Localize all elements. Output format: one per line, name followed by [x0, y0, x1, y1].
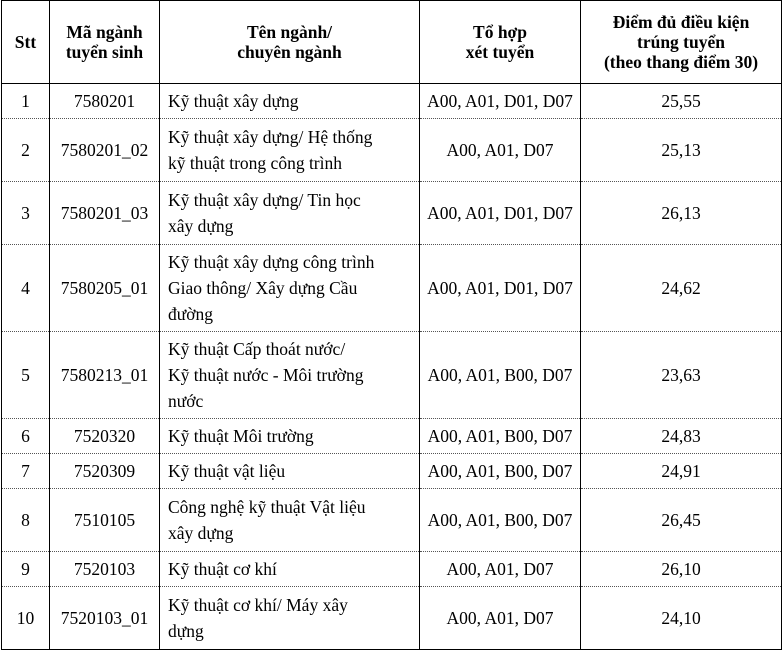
header-code: Mã ngành tuyển sinh: [50, 1, 160, 84]
cell-score: 25,55: [581, 84, 782, 119]
cell-code: 7580201_03: [50, 182, 160, 245]
cell-score: 24,10: [581, 587, 782, 650]
cell-code: 7510105: [50, 489, 160, 552]
cell-score: 24,91: [581, 454, 782, 489]
table-row: [2, 332, 782, 419]
cell-stt: 2: [2, 119, 50, 182]
cell-name: Kỹ thuật cơ khí: [160, 552, 420, 587]
table-row: [2, 245, 782, 332]
cell-combo: A00, A01, B00, D07: [420, 419, 581, 454]
cell-name: Kỹ thuật vật liệu: [160, 454, 420, 489]
header-stt: Stt: [2, 1, 50, 84]
table-header-row: [2, 1, 782, 84]
cell-score: 23,63: [581, 332, 782, 419]
table-row: [2, 119, 782, 182]
cell-combo: A00, A01, B00, D07: [420, 332, 581, 419]
cell-name: Kỹ thuật cơ khí/ Máy xây dựng: [160, 587, 420, 650]
cell-combo: A00, A01, B00, D07: [420, 454, 581, 489]
cell-stt: 8: [2, 489, 50, 552]
cell-score: 24,83: [581, 419, 782, 454]
cell-stt: 5: [2, 332, 50, 419]
cell-name: Kỹ thuật xây dựng/ Hệ thống kỹ thuật trong công trình: [160, 119, 420, 182]
cell-combo: A00, A01, D01, D07: [420, 84, 581, 119]
cell-combo: A00, A01, B00, D07: [420, 489, 581, 552]
cell-code: 7580205_01: [50, 245, 160, 332]
cell-code: 7520103_01: [50, 587, 160, 650]
cell-stt: 7: [2, 454, 50, 489]
cell-score: 26,10: [581, 552, 782, 587]
table-row: [2, 552, 782, 587]
cell-code: 7520103: [50, 552, 160, 587]
cell-name: Kỹ thuật Môi trường: [160, 419, 420, 454]
cell-stt: 9: [2, 552, 50, 587]
cell-score: 24,62: [581, 245, 782, 332]
table-row: [2, 182, 782, 245]
cell-stt: 6: [2, 419, 50, 454]
cell-stt: 10: [2, 587, 50, 650]
cell-code: 7580213_01: [50, 332, 160, 419]
table-row: [2, 419, 782, 454]
cell-score: 26,45: [581, 489, 782, 552]
cell-combo: A00, A01, D07: [420, 119, 581, 182]
cell-name: Công nghệ kỹ thuật Vật liệu xây dựng: [160, 489, 420, 552]
cell-combo: A00, A01, D07: [420, 587, 581, 650]
cell-stt: 4: [2, 245, 50, 332]
cell-stt: 3: [2, 182, 50, 245]
header-score: Điểm đủ điều kiện trúng tuyển (theo thang điểm 30): [581, 1, 782, 84]
cell-score: 25,13: [581, 119, 782, 182]
cell-combo: A00, A01, D01, D07: [420, 182, 581, 245]
table-row: [2, 454, 782, 489]
cell-name: Kỹ thuật xây dựng/ Tin học xây dựng: [160, 182, 420, 245]
cell-score: 26,13: [581, 182, 782, 245]
admission-scores-table: [1, 0, 782, 650]
table-row: [2, 587, 782, 650]
table-row: [2, 84, 782, 119]
cell-combo: A00, A01, D01, D07: [420, 245, 581, 332]
cell-name: Kỹ thuật xây dựng công trình Giao thông/ Xây dựng Cầu đường: [160, 245, 420, 332]
cell-code: 7580201: [50, 84, 160, 119]
header-name: Tên ngành/ chuyên ngành: [160, 1, 420, 84]
cell-code: 7580201_02: [50, 119, 160, 182]
cell-code: 7520309: [50, 454, 160, 489]
table-row: [2, 489, 782, 552]
cell-name: Kỹ thuật xây dựng: [160, 84, 420, 119]
cell-stt: 1: [2, 84, 50, 119]
header-combo: Tổ hợp xét tuyển: [420, 1, 581, 84]
cell-combo: A00, A01, D07: [420, 552, 581, 587]
cell-name: Kỹ thuật Cấp thoát nước/ Kỹ thuật nước - Môi trường nước: [160, 332, 420, 419]
cell-code: 7520320: [50, 419, 160, 454]
